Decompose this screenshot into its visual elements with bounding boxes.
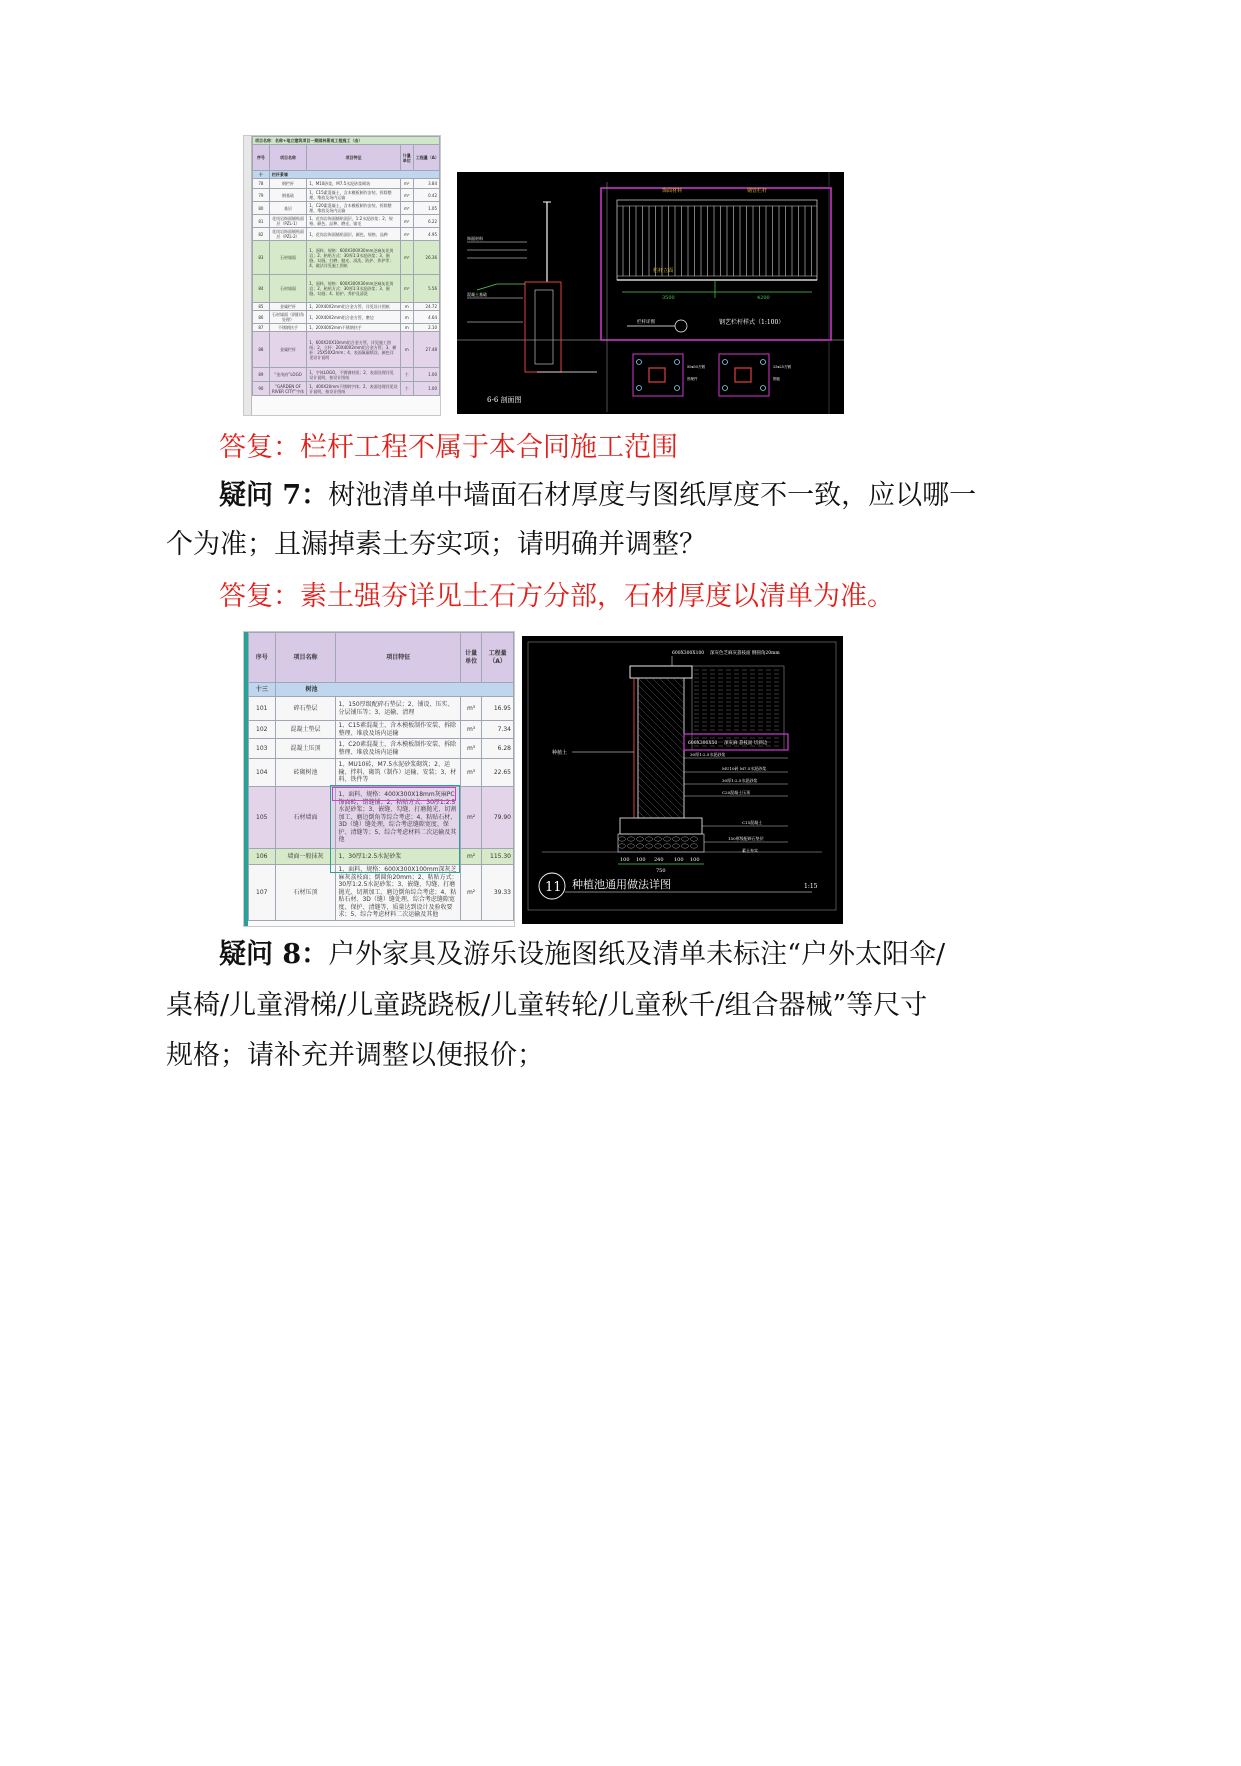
cad-label: 30厚1:2.5水泥砂浆 [722,778,758,783]
cad-label: 钢板 [773,377,780,381]
table-cell: 1、面料、规格：600X300X30mm芝麻灰花岗岩；2、粘贴方式：30厚1:3水泥砂浆；3、嵌缝、勾缝；4、防护、养护及清洗 [307,275,401,303]
quantities-table [252,136,440,396]
table-cell: 1、C15素混凝土，含木模板制作安装、拆除整理、堆放及场内运输 [307,189,401,202]
cad-line [638,720,684,766]
answer-6 [219,430,678,466]
table-cell: 1、M10砂浆，M7.5水泥砂浆砌筑 [307,179,401,189]
table-cell: 3.84 [413,179,439,189]
section-title: 栏杆景墙 [269,171,439,179]
gravel-stone [673,837,680,841]
table-cell: m³ [460,721,481,739]
table-cell: 砖砌树池 [275,759,336,787]
table-cell: 石材墙面 [269,275,306,303]
table-cell: 24.72 [413,303,439,311]
cad-label: 栏杆立面 [653,268,674,274]
table-cell: “GARDEN OF RIVER CITY”字体 [269,382,306,396]
cad-line [638,755,684,801]
table-cell: 1、花岗岩饰面铺贴面层，颜色、规格、品种 [307,228,401,241]
table-row [253,332,440,368]
cad-label: 种植土 [552,750,568,756]
table-cell: 85 [253,303,270,311]
table-cell: 1、C15素混凝土，含木模板制作安装、拆除整理、堆放及场内运输 [336,721,461,739]
cad-line [638,734,684,780]
row-number-strip [244,136,252,415]
question-text-line-1: 树池清单中墙面石材厚度与图纸厚度不一致，应以哪一 [328,480,977,511]
cad-label: 饰面材料 [662,188,683,194]
question-text-line-3: 规格；请补充并调整以便报价； [166,1040,544,1071]
table-cell: 个 [400,368,413,382]
table-row [249,759,514,787]
column-header: 项目特征 [336,633,461,683]
cad-line [638,685,684,731]
table-cell: 钢栏杆 [269,179,306,189]
gravel-stone [646,844,653,848]
table-cell: m² [400,275,413,303]
cad-svg [457,172,844,414]
cad-line [638,776,680,818]
table-cell: 1、400X20mm不锈钢字体；2、表面处理详见设计说明，按设计图纸 [307,382,401,396]
table-cell: 4.64 [413,311,439,324]
table-row [253,215,440,228]
table-cell: 82 [253,228,270,241]
sheet-title: 项目名称：名称+地立建筑项目一期园林景观工程施工（由） [253,137,440,145]
cad-line [638,678,684,724]
table-cell: 7.34 [482,721,514,739]
table-cell: m³ [400,189,413,202]
table-cell: 2.10 [413,324,439,332]
table-cell: 花岗岩饰面铺贴面层（PZL-1） [269,215,306,228]
table-cell: 80 [253,202,270,215]
table-row [253,179,440,189]
cad-svg [522,636,843,924]
table-row [253,382,440,396]
question-label: 疑问 8： [219,939,329,970]
question-text-line-1: 户外家具及游乐设施图纸及清单未标注“户外太阳伞/ [328,939,946,970]
table-row [249,721,514,739]
column-header: 计量单位 [400,145,413,171]
table-cell: 1.00 [413,368,439,382]
table-cell: m² [460,849,481,865]
table-cell: 金属栏杆 [269,332,306,368]
cad-line [638,762,684,808]
cad-title: 种植池通用做法详图 [572,878,671,891]
gravel-stone [682,837,689,841]
table-cell: 1、20X40X2mm不锈钢扶手 [307,324,401,332]
bill-of-quantities-image-railing [243,135,441,416]
table-cell: 石材墙面 [275,787,336,849]
cad-line [638,713,684,759]
column-header: 项目特征 [307,145,401,171]
table-row [253,311,440,324]
gravel-stone [691,844,698,848]
table-cell: m² [460,787,481,849]
table-cell: 1、面料、规格：600X300X30mm芝麻灰花岗岩；2、粘贴方式：30厚1:3水泥砂浆；3、嵌缝、勾缝、打磨、抛光、清洗、防护、养护等；4、做法详见施工图纸 [307,241,401,275]
table-cell: 105 [249,787,276,849]
cad-label: 600X300X100 [672,651,705,656]
table-cell: 混凝土垫层 [275,721,336,739]
section-title: 树池 [275,683,514,697]
gravel-stone [619,844,626,848]
table-cell: 钢基础 [269,189,306,202]
table-cell: 39.33 [482,865,514,921]
cad-label: 预埋件 [687,377,698,381]
column-header: 项目名称 [275,633,336,683]
table-cell: 1、花岗岩饰面铺贴面层，1:2水泥砂浆；2、规格、颜色、品种、磨光、锯毛 [307,215,401,228]
table-cell: 基层 [269,202,306,215]
cad-line [638,790,666,818]
table-cell: 79 [253,189,270,202]
table-cell: 88 [253,332,270,368]
cad-drawing-railing-section [457,172,844,414]
cad-label: 50x50方钢 [687,365,705,369]
answer-label: 答复： [219,432,300,463]
cad-dim: 100 [690,857,700,863]
table-cell: m² [400,215,413,228]
cad-title: 钢艺栏杆样式（1:100） [719,319,785,326]
cad-line [638,727,684,773]
table-cell: 6.28 [482,739,514,759]
table-cell: 1、150厚级配碎石垫层；2、铺设、压实、分层铺压等；3、运输、清理 [336,697,461,721]
cad-line [659,678,684,703]
gravel-stone [664,837,671,841]
table-cell: m [400,332,413,368]
table-row [249,697,514,721]
cad-dim: 100 [674,857,684,863]
cad-label: 25x25方钢 [773,365,791,369]
question-8 [219,937,945,973]
cad-dim: 100 [620,857,630,863]
cad-dim: 4200 [757,295,770,301]
table-cell: 1.00 [413,382,439,396]
table-cell: 6.22 [413,215,439,228]
answer-7 [219,579,894,615]
cad-title: 6-6 剖面图 [487,396,522,404]
table-cell: 不锈钢扶手 [269,324,306,332]
gravel-stone [682,844,689,848]
question-7-line-2 [166,527,706,563]
cad-dim: 750 [656,868,666,874]
table-cell: 101 [249,697,276,721]
table-cell: m³ [460,759,481,787]
table-cell: 5.56 [413,275,439,303]
table-row [253,368,440,382]
cad-dim: 100 [636,857,646,863]
gravel-stone [637,837,644,841]
table-cell: 22.65 [482,759,514,787]
table-cell: 84 [253,275,270,303]
table-cell: m² [400,241,413,275]
column-header: 序号 [249,633,276,683]
table-cell: 86 [253,311,270,324]
table-cell: m² [400,228,413,241]
table-cell: m² [460,865,481,921]
table-cell: 103 [249,739,276,759]
cad-label: 钢管栏杆 [747,188,768,194]
cad-line [638,706,684,752]
table-row [253,275,440,303]
table-cell: 81 [253,215,270,228]
gravel-stone [628,837,635,841]
table-cell: 89 [253,368,270,382]
table-cell: 16.95 [482,697,514,721]
question-text-line-2: 桌椅/儿童滑梯/儿童跷跷板/儿童转轮/儿童秋千/组合器械”等尺寸 [166,990,928,1021]
gravel-stone [619,837,626,841]
table-cell: m [400,311,413,324]
table-cell: m² [400,179,413,189]
cad-line [673,678,684,689]
quantities-table [248,632,514,921]
column-header: 项目名称 [269,145,306,171]
table-cell: 1、面料、规格：400X300X18mm灰麻PC饰面砖，错缝铺；2、粘贴方式：30厚1:2.5水泥砂浆；3、嵌缝、勾缝、打磨抛光、切割加工、磨边倒角等综合考虑；4、粘贴石材、3D（缝）缝处理，综合考虑缝隙宽度、保护、清缝等；5、综合考虑材料二次运输及其他 [336,787,461,849]
table-cell: 26.36 [413,241,439,275]
table-cell: 4.95 [413,228,439,241]
question-label: 疑问 7： [219,480,329,511]
table-row [253,241,440,275]
answer-text: 栏杆工程不属于本合同施工范围 [300,432,678,463]
table-cell: 花岗岩饰面铺贴面层（PZL-2） [269,228,306,241]
table-cell: 1.05 [413,202,439,215]
table-cell: m³ [400,202,413,215]
gravel-stone [691,837,698,841]
cad-line [638,783,673,818]
table-cell: 个 [400,382,413,396]
table-row [249,739,514,759]
column-header: 工程量（A） [413,145,439,171]
table-cell: 金属栏杆 [269,303,306,311]
table-cell: 1、面料、规格：600X300X100mm深灰芝麻灰荔枝面；倒圆角20mm；2、粘贴方式：30厚1:2.5水泥砂浆；3、嵌缝、勾缝、打磨抛光、切割加工、磨边倒角综合考虑；4、粘贴石材、3D（缝）缝处理，综合考虑缝隙宽度、保护、清缝等，质量达到设计及验收要求；5、综合考虑材料二次运输及其他 [336,865,461,921]
table-row [253,228,440,241]
table-cell: 1、20X40X2mm铝合金方管，详见设计图纸 [307,303,401,311]
table-cell: 石材墙面（阴阳角处理） [269,311,306,324]
table-cell: 0.42 [413,189,439,202]
cad-label: MU10砖 M7.5水泥砂浆 [722,766,767,771]
cad-label: 混凝土基础 [467,292,487,297]
answer-text: 素土强夯详见土石方分部，石材厚度以清单为准。 [300,581,894,612]
cad-dim: 3500 [662,295,675,301]
table-cell: 墙面一般抹灰 [275,849,336,865]
table-cell: m³ [460,739,481,759]
table-cell: 石材墙面 [269,241,306,275]
gravel-stone [646,837,653,841]
cad-label: 150厚级配碎石垫层 [728,836,764,841]
table-cell: “金茂府”LOGO [269,368,306,382]
cad-label: 600X300X50 [688,741,718,746]
table-cell: 83 [253,241,270,275]
table-cell: 混凝土压顶 [275,739,336,759]
cad-line [638,797,659,818]
table-cell: 27.48 [413,332,439,368]
cad-dim: 240 [654,857,664,863]
table-row [253,202,440,215]
table-cell: 1、C20素混凝土，含木模板制作安装、拆除整理、堆放及场内运输 [307,202,401,215]
table-cell: m [400,324,413,332]
section-number: 十 [253,171,270,179]
detail-number: 11 [545,880,562,895]
cad-label: 深灰麻 荔枝面 切斜边 [724,741,768,746]
question-7 [219,478,976,514]
bill-of-quantities-image-tree-pit [243,631,515,927]
answer-label: 答复： [219,581,300,612]
gravel-stone [664,844,671,848]
cad-label: C20混凝土压顶 [722,790,751,795]
gravel-stone [628,844,635,848]
table-cell: m [400,303,413,311]
table-cell: 石材压顶 [275,865,336,921]
gravel-stone [637,844,644,848]
table-cell: 1、20X40X2mm铝合金方管，磨边 [307,311,401,324]
table-cell: 1、MU10砖，M7.5水泥砂浆砌筑；2、运输、拌料、砌筑（制作）运输、安装；3、材料、铁件等 [336,759,461,787]
table-cell: 90 [253,382,270,396]
cad-label: 30厚1:2.5水泥砂浆 [690,752,726,757]
gravel-stone [673,844,680,848]
cad-line [638,748,684,794]
question-8-line-3 [166,1038,544,1074]
table-cell: 1、600X20X10mm铝合金方管，详见施工图纸；2、立杆：20X40X2mm铝合金方管；3、横杆：25X50X2mm；4、表面氟碳喷涂，颜色详见设计说明 [307,332,401,368]
gravel-stone [655,844,662,848]
column-header: 计量单位 [460,633,481,683]
cad-label: 栏杆详图 [637,320,655,325]
cad-label: 素土夯实 [742,848,758,853]
table-cell: 1、字体LOGO，不锈钢材质；2、表面处理详见设计说明，按设计图纸 [307,368,401,382]
cad-line [638,699,684,745]
cad-line [638,804,652,818]
section-number: 十三 [249,683,276,697]
table-cell: 1、30厚1:2.5水泥砂浆 [336,849,461,865]
question-text-line-2: 个为准；且漏掉素土夯实项；请明确并调整？ [166,529,706,560]
cad-label: C15混凝土 [742,820,763,825]
cad-line [638,741,684,787]
gravel-stone [655,837,662,841]
cad-line [666,678,684,696]
question-8-line-2 [166,988,927,1024]
cad-scale: 1:15 [804,883,818,890]
table-cell: 102 [249,721,276,739]
cad-drawing-tree-pit-detail [522,636,843,924]
column-header: 工程量（A） [482,633,514,683]
cad-line [680,678,684,682]
table-cell: 87 [253,324,270,332]
table-row [253,303,440,311]
cad-label: 饰面材料 [467,236,483,241]
cad-line [638,692,684,738]
cad-label: 深灰色芝麻灰荔枝面 倒圆角20mm [710,651,780,656]
table-cell: m³ [460,697,481,721]
table-cell: 107 [249,865,276,921]
table-row [253,189,440,202]
table-row [253,324,440,332]
cad-line [638,769,684,815]
cad-line [645,678,684,717]
column-header: 序号 [253,145,270,171]
table-cell: 78 [253,179,270,189]
highlight-outline [330,785,460,873]
table-cell: 104 [249,759,276,787]
cad-line [638,811,645,818]
table-cell: 79.90 [482,787,514,849]
table-cell: 106 [249,849,276,865]
table-cell: 1、C20素混凝土，含木模板制作安装、拆除整理、堆放及场内运输 [336,739,461,759]
table-cell: 碎石垫层 [275,697,336,721]
table-cell: 115.30 [482,849,514,865]
cad-line [652,678,684,710]
